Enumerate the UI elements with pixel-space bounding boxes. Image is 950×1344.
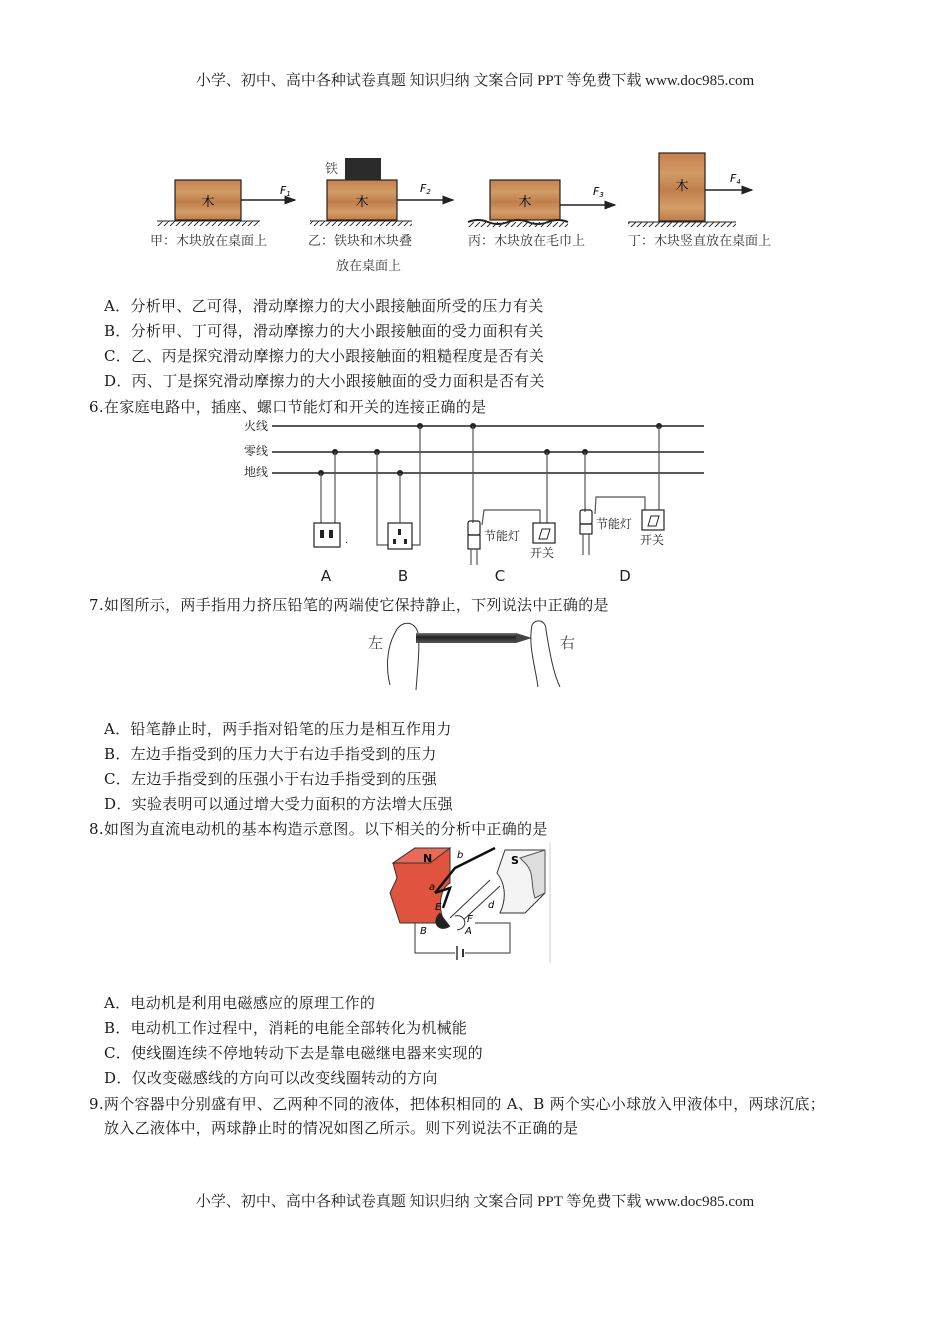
svg-text:火线: 火线 xyxy=(244,419,269,433)
svg-text:铁: 铁 xyxy=(325,162,339,177)
svg-text:F1: F1 xyxy=(280,184,291,198)
svg-text:节能灯: 节能灯 xyxy=(484,529,521,543)
q8-option-b: B．电动机工作过程中，消耗的电能全部转化为机械能 xyxy=(104,1019,468,1037)
page-footer: 小学、初中、高中各种试卷真题 知识归纳 文案合同 PPT 等免费下载 www.doc985.com xyxy=(195,1194,755,1210)
svg-text:F3: F3 xyxy=(593,185,604,199)
svg-text:木: 木 xyxy=(355,195,369,210)
svg-text:F4: F4 xyxy=(730,172,741,186)
q7-option-a: A．铅笔静止时，两手指对铅笔的压力是相互作用力 xyxy=(104,720,452,738)
household-circuit-figure xyxy=(240,415,710,585)
q9-stem-line1: 9.两个容器中分别盛有甲、乙两种不同的液体，把体积相同的 A、B 两个实心小球放入甲液体中，两球沉底； xyxy=(89,1095,826,1113)
svg-text:S: S xyxy=(511,854,519,867)
svg-text:C: C xyxy=(494,567,506,585)
svg-text:N: N xyxy=(423,852,433,865)
svg-text:d: d xyxy=(488,900,495,911)
svg-text:A: A xyxy=(320,567,332,585)
q5-option-c: C．乙、丙是探究滑动摩擦力的大小跟接触面的粗糙程度是否有关 xyxy=(104,347,545,365)
q8-option-d: D．仅改变磁感线的方向可以改变线圈转动的方向 xyxy=(104,1069,438,1087)
svg-text:右: 右 xyxy=(560,634,576,652)
svg-text:a: a xyxy=(429,882,436,893)
svg-text:木: 木 xyxy=(518,195,532,210)
q8-option-a: A．电动机是利用电磁感应的原理工作的 xyxy=(104,994,376,1012)
svg-text:开关: 开关 xyxy=(640,533,665,547)
svg-text:地线: 地线 xyxy=(244,465,269,479)
svg-text:开关: 开关 xyxy=(530,546,555,560)
panel-yi xyxy=(308,158,453,274)
svg-text:丙：木块放在毛巾上: 丙：木块放在毛巾上 xyxy=(468,234,586,249)
svg-text:乙：铁块和木块叠: 乙：铁块和木块叠 xyxy=(308,234,413,249)
svg-text:A: A xyxy=(465,926,472,937)
q7-option-c: C．左边手指受到的压强小于右边手指受到的压强 xyxy=(104,770,438,788)
q5-option-d: D．丙、丁是探究滑动摩擦力的大小跟接触面的受力面积是否有关 xyxy=(104,372,545,390)
svg-text:木: 木 xyxy=(675,179,689,194)
q8-stem: 8.如图为直流电动机的基本构造示意图。以下相关的分析中正确的是 xyxy=(89,820,548,838)
pencil-fingers-figure xyxy=(360,615,600,695)
panel-ding xyxy=(628,153,771,249)
q7-option-d: D．实验表明可以通过增大受力面积的方法增大压强 xyxy=(104,795,453,813)
svg-text:节能灯: 节能灯 xyxy=(596,517,633,531)
q6-stem: 6.在家庭电路中，插座、螺口节能灯和开关的连接正确的是 xyxy=(89,398,487,416)
svg-text:甲：木块放在桌面上: 甲：木块放在桌面上 xyxy=(150,234,268,249)
svg-text:b: b xyxy=(457,850,464,861)
q8-option-c: C．使线圈连续不停地转动下去是靠电磁继电器来实现的 xyxy=(104,1044,483,1062)
svg-text:B: B xyxy=(420,926,427,937)
svg-text:D: D xyxy=(619,567,631,585)
svg-text:木: 木 xyxy=(201,195,215,210)
svg-text:左: 左 xyxy=(368,634,384,652)
page-header: 小学、初中、高中各种试卷真题 知识归纳 文案合同 PPT 等免费下载 www.doc985.com xyxy=(195,73,755,89)
dc-motor-figure xyxy=(385,838,555,968)
svg-text:E: E xyxy=(435,902,442,913)
svg-text:丁：木块竖直放在桌面上: 丁：木块竖直放在桌面上 xyxy=(628,234,772,249)
svg-text:F2: F2 xyxy=(420,182,431,196)
q5-option-a: A．分析甲、乙可得，滑动摩擦力的大小跟接触面所受的压力有关 xyxy=(104,297,544,315)
svg-text:B: B xyxy=(397,567,409,585)
q7-stem: 7.如图所示，两手指用力挤压铅笔的两端使它保持静止，下列说法中正确的是 xyxy=(89,596,609,614)
panel-bing xyxy=(468,180,615,249)
svg-text:零线: 零线 xyxy=(244,444,269,458)
svg-text:.: . xyxy=(345,535,349,546)
q9-stem-line2: 放入乙液体中，两球静止时的情况如图乙所示。则下列说法不正确的是 xyxy=(104,1119,579,1137)
q7-option-b: B．左边手指受到的压力大于右边手指受到的压力 xyxy=(104,745,437,763)
svg-text:放在桌面上: 放在桌面上 xyxy=(336,259,402,274)
q5-option-b: B．分析甲、丁可得，滑动摩擦力的大小跟接触面的受力面积有关 xyxy=(104,322,544,340)
friction-experiment-figure xyxy=(150,150,810,280)
svg-text:F: F xyxy=(467,914,473,925)
panel-jia xyxy=(150,180,295,249)
